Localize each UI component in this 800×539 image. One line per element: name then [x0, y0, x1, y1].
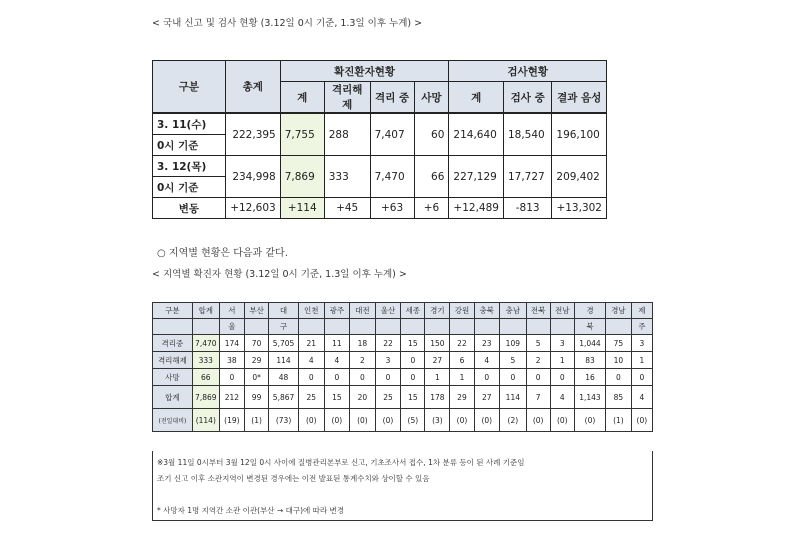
cell: 18,540	[503, 113, 551, 156]
cell: 3	[631, 335, 652, 352]
national-status-table	[152, 60, 607, 219]
region-header-cont	[526, 319, 550, 335]
region-header: 부산	[245, 303, 269, 319]
cell: 209,402	[552, 156, 607, 198]
cell: 0	[350, 369, 376, 386]
cell: 7	[526, 386, 550, 409]
header-category: 구분	[153, 61, 226, 114]
cell: (3)	[425, 409, 450, 432]
cell: 178	[425, 386, 450, 409]
cell: (0)	[298, 409, 324, 432]
cell: 1	[550, 352, 574, 369]
region-header-cont: 주	[631, 319, 652, 335]
cell: 10	[606, 352, 632, 369]
region-header: 충남	[500, 303, 527, 319]
cell: 75	[606, 335, 632, 352]
cell: (0)	[631, 409, 652, 432]
cell: 222,395	[225, 113, 280, 156]
cell: 17,727	[503, 156, 551, 198]
cell: 227,129	[449, 156, 504, 198]
regional-bullet: ○ 지역별 현황은 다음과 같다.	[157, 248, 288, 259]
row-sublabel: 0시 기준	[153, 177, 226, 198]
row-label: 사망	[153, 369, 193, 386]
cell: 15	[401, 335, 425, 352]
cell: 0	[500, 369, 527, 386]
region-header-cont	[298, 319, 324, 335]
region-header: 전북	[526, 303, 550, 319]
header-sub: 검사 중	[503, 82, 551, 114]
header-sub: 계	[449, 82, 504, 114]
header-confirmed-group: 확진환자현황	[280, 61, 449, 82]
cell: (0)	[450, 409, 474, 432]
cell: 5,705	[269, 335, 299, 352]
cell: (114)	[192, 409, 219, 432]
cell: 4	[631, 386, 652, 409]
cell: (0)	[474, 409, 500, 432]
region-header: 경	[574, 303, 605, 319]
row-label: 3. 12(목)	[153, 156, 226, 177]
row-label: 합계	[153, 386, 193, 409]
row-label: 격리해제	[153, 352, 193, 369]
cell: 114	[500, 386, 527, 409]
region-header: 경남	[606, 303, 632, 319]
region-header-cont: 구	[269, 319, 299, 335]
region-header-cont	[474, 319, 500, 335]
cell: 66	[192, 369, 219, 386]
regional-status-table	[152, 302, 653, 432]
cell: 4	[324, 352, 350, 369]
cell: 0	[401, 369, 425, 386]
cell: 25	[375, 386, 401, 409]
cell: (0)	[324, 409, 350, 432]
cell: (1)	[245, 409, 269, 432]
region-header: 경기	[425, 303, 450, 319]
cell: 0	[550, 369, 574, 386]
region-header-cont	[350, 319, 376, 335]
region-header-cont	[192, 319, 219, 335]
cell: 114	[269, 352, 299, 369]
cell: (5)	[401, 409, 425, 432]
header-sub: 결과 음성	[552, 82, 607, 114]
cell: 1	[450, 369, 474, 386]
cell: (19)	[219, 409, 244, 432]
cell: +12,489	[449, 198, 504, 219]
cell: 60	[414, 113, 449, 156]
table2-caption: < 지역별 확진자 현황 (3.12일 0시 기준, 1.3일 이후 누계) >	[152, 269, 407, 280]
cell: 288	[324, 113, 370, 156]
row-date: 3. 11(수)	[157, 118, 207, 131]
cell: 5	[500, 352, 527, 369]
cell: 7,869	[192, 386, 219, 409]
cell: 0*	[245, 369, 269, 386]
cell: 66	[414, 156, 449, 198]
cell: (73)	[269, 409, 299, 432]
table1-caption: < 국내 신고 및 검사 현황 (3.12일 0시 기준, 1.3일 이후 누계) >	[152, 18, 423, 29]
note-line: 조기 신고 이후 소관지역이 변경된 경우에는 이전 발표된 통계수치와 상이할 수 있음	[157, 474, 430, 483]
cell: 18	[350, 335, 376, 352]
table-row	[153, 409, 653, 432]
header-sub: 격리해제	[324, 82, 370, 114]
region-header: 인천	[298, 303, 324, 319]
notes-box	[152, 451, 653, 521]
cell: +6	[414, 198, 449, 219]
cell: 7,869	[280, 156, 324, 198]
table-row	[153, 386, 653, 409]
cell: 5,867	[269, 386, 299, 409]
cell: +114	[280, 198, 324, 219]
cell: 212	[219, 386, 244, 409]
cell: 2	[526, 352, 550, 369]
cell: 48	[269, 369, 299, 386]
cell: -813	[503, 198, 551, 219]
cell: 7,470	[192, 335, 219, 352]
cell: 22	[375, 335, 401, 352]
cell: 333	[192, 352, 219, 369]
change-label: 변동	[153, 198, 226, 219]
cell: 0	[219, 369, 244, 386]
row-label: 격리중	[153, 335, 193, 352]
cell: 7,470	[370, 156, 414, 198]
cell: 99	[245, 386, 269, 409]
cell: 0	[606, 369, 632, 386]
header-sub: 계	[280, 82, 324, 114]
cell: (0)	[526, 409, 550, 432]
cell: 234,998	[225, 156, 280, 198]
region-header: 광주	[324, 303, 350, 319]
cell: 29	[450, 386, 474, 409]
cell: 21	[298, 335, 324, 352]
cell: 25	[298, 386, 324, 409]
region-header-cont	[375, 319, 401, 335]
cell: 150	[425, 335, 450, 352]
region-header: 충북	[474, 303, 500, 319]
cell: 6	[450, 352, 474, 369]
cell: 109	[500, 335, 527, 352]
cell: 1,143	[574, 386, 605, 409]
region-header: 강원	[450, 303, 474, 319]
region-header-cont: 울	[219, 319, 244, 335]
cell: 20	[350, 386, 376, 409]
cell: 0	[375, 369, 401, 386]
region-header-cont	[606, 319, 632, 335]
region-header-cont	[450, 319, 474, 335]
cell: 214,640	[449, 113, 504, 156]
note-line: * 사망자 1명 지역간 소관 이관(부산 → 대구)에 따라 변경	[157, 506, 345, 515]
cell: (0)	[350, 409, 376, 432]
cell: 1	[425, 369, 450, 386]
cell: 38	[219, 352, 244, 369]
cell: 333	[324, 156, 370, 198]
region-header: 대전	[350, 303, 376, 319]
region-header-cont	[500, 319, 527, 335]
cell: 22	[450, 335, 474, 352]
header-total: 총계	[225, 61, 280, 114]
cell: 0	[631, 369, 652, 386]
region-header-cont	[153, 319, 193, 335]
cell: 1	[631, 352, 652, 369]
region-header-cont	[425, 319, 450, 335]
region-header: 전남	[550, 303, 574, 319]
region-header-cont	[245, 319, 269, 335]
cell: 29	[245, 352, 269, 369]
cell: (0)	[574, 409, 605, 432]
cell: 1,044	[574, 335, 605, 352]
cell: +63	[370, 198, 414, 219]
row-sublabel: 0시 기준	[153, 135, 226, 156]
table-row	[153, 369, 653, 386]
region-header: 구분	[153, 303, 193, 319]
cell: +13,302	[552, 198, 607, 219]
cell: 0	[401, 352, 425, 369]
region-header-cont: 북	[574, 319, 605, 335]
note-line: ※3월 11일 0시부터 3월 12일 0시 사이에 질병관리본부로 신고, 기초조사서 접수, 1차 분류 등이 된 사례 기준임	[157, 458, 525, 467]
cell: (0)	[550, 409, 574, 432]
region-header: 대	[269, 303, 299, 319]
cell: 85	[606, 386, 632, 409]
region-header: 서	[219, 303, 244, 319]
cell: 174	[219, 335, 244, 352]
cell: 27	[425, 352, 450, 369]
cell: 4	[550, 386, 574, 409]
header-test-group: 검사현황	[449, 61, 607, 82]
region-header: 울산	[375, 303, 401, 319]
header-sub: 격리 중	[370, 82, 414, 114]
region-header: 합계	[192, 303, 219, 319]
region-header-cont	[401, 319, 425, 335]
cell: 0	[526, 369, 550, 386]
cell: +12,603	[225, 198, 280, 219]
cell: 3	[375, 352, 401, 369]
cell: 5	[526, 335, 550, 352]
cell: 16	[574, 369, 605, 386]
cell: 7,755	[280, 113, 324, 156]
region-header: 세종	[401, 303, 425, 319]
region-header-cont	[324, 319, 350, 335]
row-label: (전일대비)	[153, 409, 193, 432]
cell: 196,100	[552, 113, 607, 156]
header-sub: 사망	[414, 82, 449, 114]
cell: 27	[474, 386, 500, 409]
cell: 11	[324, 335, 350, 352]
cell: 0	[474, 369, 500, 386]
cell: 7,407	[370, 113, 414, 156]
cell: 2	[350, 352, 376, 369]
cell: 15	[324, 386, 350, 409]
cell: +45	[324, 198, 370, 219]
cell: (0)	[375, 409, 401, 432]
cell: (2)	[500, 409, 527, 432]
cell: 4	[298, 352, 324, 369]
cell: 0	[298, 369, 324, 386]
cell: 70	[245, 335, 269, 352]
row-label	[153, 113, 226, 135]
cell: 0	[324, 369, 350, 386]
cell: 3	[550, 335, 574, 352]
cell: 4	[474, 352, 500, 369]
cell: 15	[401, 386, 425, 409]
region-header-cont	[550, 319, 574, 335]
region-header: 제	[631, 303, 652, 319]
table-row	[153, 335, 653, 352]
cell: 83	[574, 352, 605, 369]
table-row	[153, 352, 653, 369]
cell: 23	[474, 335, 500, 352]
cell: (1)	[606, 409, 632, 432]
